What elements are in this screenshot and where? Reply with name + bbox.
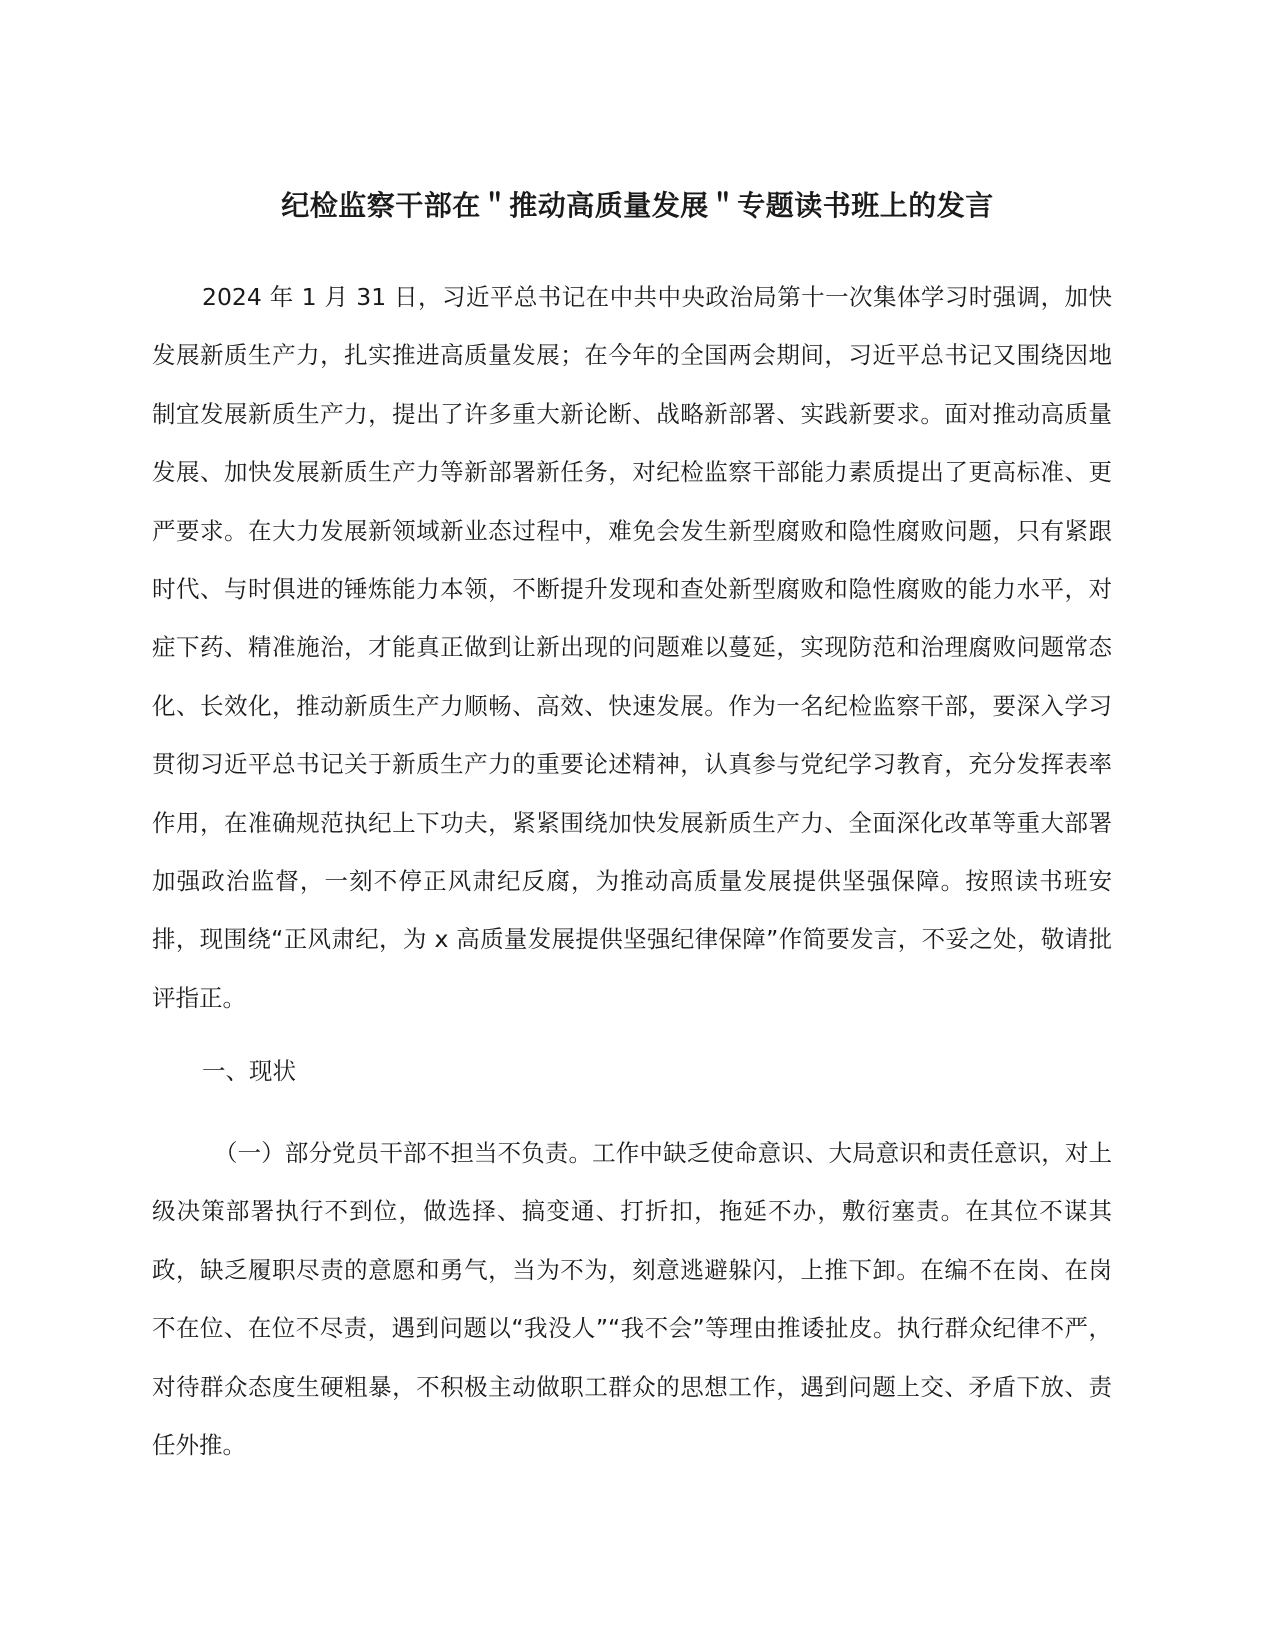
- document-title: 纪检监察干部在＂推动高质量发展＂专题读书班上的发言: [281, 189, 994, 222]
- section-heading: 一、现状: [202, 1057, 296, 1085]
- subsection-paragraph: （一）部分党员干部不担当不负责。工作中缺乏使命意识、大局意识和责任意识，对上级决策部署执行不到位，做选择、搞变通、打折扣，拖延不办，敷衍塞责。在其位不谋其政，缺乏履职尽责的意愿和勇气，当为不为，刻意逃避躲闪，上推下卸。在编不在岗、在岗不在位、在位不尽责，遇到问题以“我没人”“我不会”等理由推诿扯皮。执行群众纪律不严，对待群众态度生硬粗暴，不积极主动做职工群众的思想工作，遇到问题上交、矛盾下放、责任外推。: [152, 1139, 1112, 1460]
- intro-paragraph: 2024 年 1 月 31 日，习近平总书记在中共中央政治局第十一次集体学习时强调，加快发展新质生产力，扎实推进高质量发展；在今年的全国两会期间，习近平总书记又围绕因地制宜发展新质生产力，提出了许多重大新论断、战略新部署、实践新要求。面对推动高质量发展、加快发展新质生产力等新部署新任务，对纪检监察干部能力素质提出了更高标准、更严要求。在大力发展新领域新业态过程中，难免会发生新型腐败和隐性腐败问题，只有紧跟时代、与时俱进的锤炼能力本领，不断提升发现和查处新型腐败和隐性腐败的能力水平，对症下药、精准施治，才能真正做到让新出现的问题难以蔓延，实现防范和治理腐败问题常态化、长效化，推动新质生产力顺畅、高效、快速发展。作为一名纪检监察干部，要深入学习贯彻习近平总书记关于新质生产力的重要论述精神，认真参与党纪学习教育，充分发挥表率作用，在准确规范执纪上下功夫，紧紧围绕加快发展新质生产力、全面深化改革等重大部署加强政治监督，一刻不停正风肃纪反腐，为推动高质量发展提供坚强保障。按照读书班安排，现围绕“正风肃纪，为 x 高质量发展提供坚强纪律保障”作简要发言，不妥之处，敬请批评指正。: [152, 283, 1112, 1012]
